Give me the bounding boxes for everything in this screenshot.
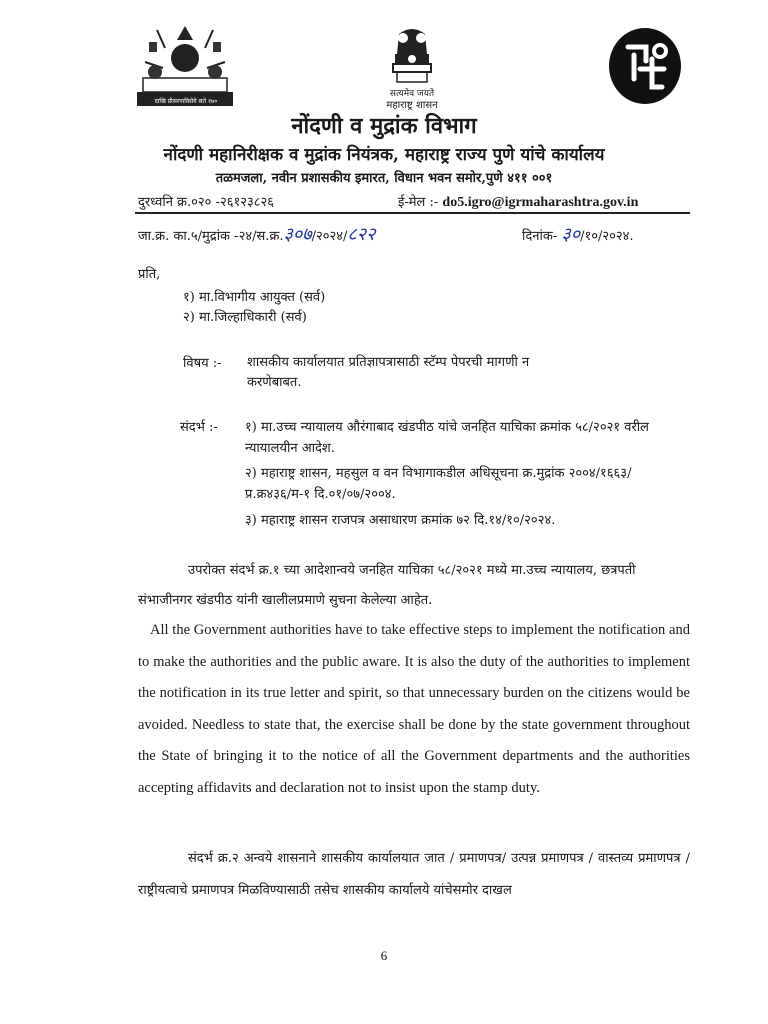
- court-quote-english: All the Government authorities have to take effective steps to implement the notification and to make the authorities and the public aware. It is also the duty of the authorities to implement the notification in its true letter and spirit, so that unnecessary burden on the citizens would be avoided. Needless to state that, the exercise shall be done by the state government throughout the State of bringing it to the notice of all the Government departments and the authorities accepting affidavits and declaration not to insist upon the stamp duty.: [138, 622, 690, 796]
- page-number: 6: [380, 948, 388, 963]
- reference-1: १) मा.उच्च न्यायालय औरंगाबाद खंडपीठ यांचे जनहित याचिका क्रमांक ५८/२०२१ वरील न्यायालयीन आदेश.: [245, 420, 649, 456]
- state-name: महाराष्ट्र शासन: [386, 100, 438, 111]
- body-paragraph-2: संदर्भ क्र.२ अन्वये शासनाने शासकीय कार्यालयात जात / प्रमाणपत्र/ उत्पन्न प्रमाणपत्र / वास्तव्य प्रमाणपत्र / राष्ट्रीयत्वाचे प्रमाणपत्र मिळविण्यासाठी तसेच शासकीय कार्यालये यांचेसमोर दाखल: [138, 851, 690, 898]
- department-title: नोंदणी व मुद्रांक विभाग: [291, 113, 477, 139]
- office-address: तळमजला, नवीन प्रशासकीय इमारत, विधान भवन समोर,पुणे ४११ ००१: [215, 171, 553, 186]
- emblem-motto: सत्यमेव जयते: [389, 89, 435, 99]
- email-link[interactable]: do5.igro@igrmaharashtra.gov.in: [442, 195, 639, 210]
- date-label: दिनांक-: [522, 229, 558, 244]
- email-label: ई-मेल :-: [398, 195, 439, 210]
- date-rest: /१०/२०२४.: [580, 229, 634, 244]
- body-paragraph-1: उपरोक्त संदर्भ क्र.१ च्या आदेशान्वये जनहित याचिका ५८/२०२१ मध्ये मा.उच्च न्यायालय, छत्रपती संभाजीनगर खंडपीठ यांनी खालीलप्रमाणे सुचना केलेल्या आहेत.: [138, 563, 636, 608]
- crest-banner-text: दाखि प्रीसरपाविसेये स्रते १७०: [154, 98, 218, 105]
- header-divider: [135, 212, 690, 214]
- subject-label: विषय :-: [183, 356, 222, 371]
- reference-year: /२०२४/: [311, 229, 348, 244]
- addressee-2: २) मा.जिल्हाधिकारी (सर्व): [183, 310, 307, 325]
- salutation: प्रति,: [138, 267, 161, 282]
- addressee-1: १) मा.विभागीय आयुक्त (सर्व): [183, 290, 326, 305]
- phone-number: दुरध्वनि क्र.०२० -२६१२३८२६: [138, 195, 275, 210]
- reference-2: २) महाराष्ट्र शासन, महसुल व वन विभागाकडील अधिसूचना क्र.मुद्रांक २००४/१६६३/प्र.क्र४३६/म-१ दि.०१/०७/२००४.: [245, 466, 632, 502]
- subject-text: शासकीय कार्यालयात प्रतिज्ञापत्रासाठी स्टॅम्प पेपरची मागणी न करणेबाबत.: [247, 355, 530, 390]
- handwritten-number: ३०७: [283, 224, 312, 245]
- reference-prefix: जा.क्र. का.५/मुद्रांक -२४/स.क्र.: [138, 229, 284, 244]
- handwritten-date: ३०: [561, 224, 581, 245]
- igr-logo-icon: [606, 25, 684, 107]
- reference-3: ३) महाराष्ट्र शासन राजपत्र असाधारण क्रमांक ७२ दि.१४/१०/२०२४.: [245, 513, 556, 528]
- national-emblem-icon: [383, 24, 441, 86]
- office-title: नोंदणी महानिरीक्षक व मुद्रांक नियंत्रक, महाराष्ट्र राज्य पुणे यांचे कार्यालय: [163, 145, 605, 165]
- email-line: [398, 192, 638, 211]
- handwritten-outward: ८२२: [347, 224, 376, 245]
- letter-date: [522, 222, 634, 246]
- reference-number: [138, 222, 376, 246]
- references-label: संदर्भ :-: [180, 420, 218, 435]
